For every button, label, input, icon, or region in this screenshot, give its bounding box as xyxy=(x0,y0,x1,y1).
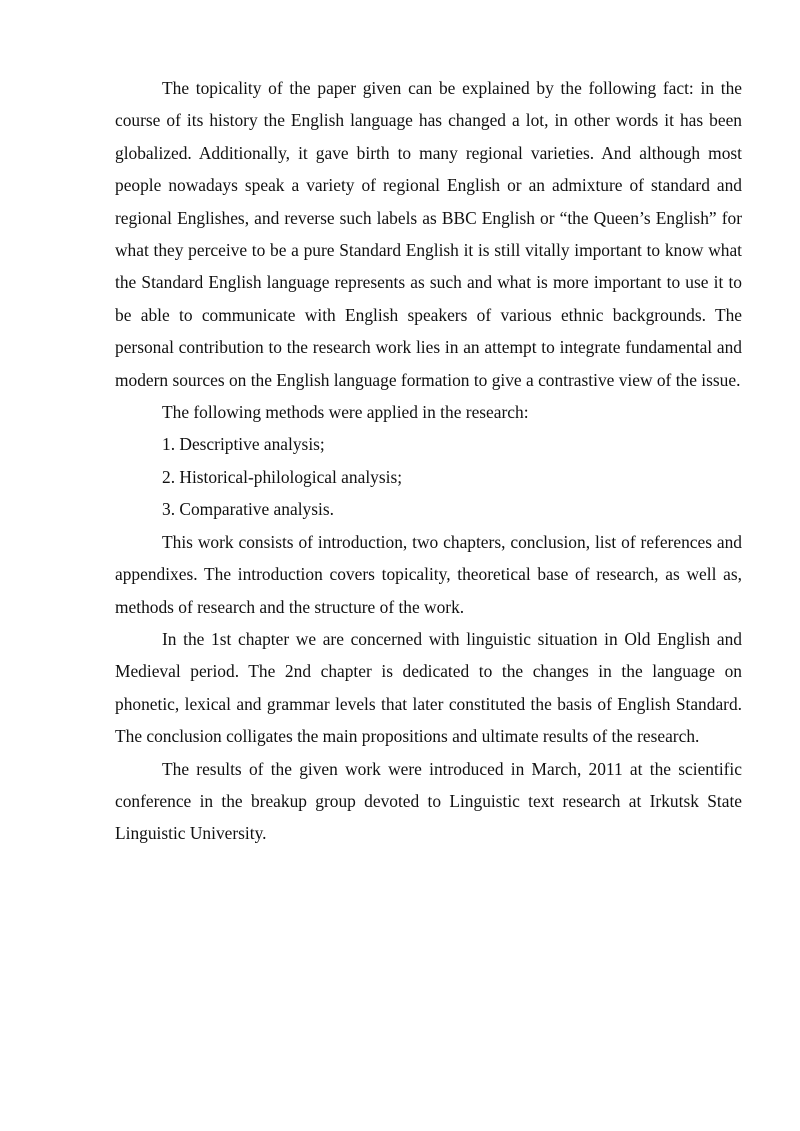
method-item-descriptive: 1. Descriptive analysis; xyxy=(162,434,325,455)
paragraph-structure: This work consists of introduction, two chapters, conclusion, list of references and appendixes. The introduction covers topicality, theoretical base of research, as well as, methods of research and the structure of the work. xyxy=(115,531,742,617)
paragraph-results: The results of the given work were introduced in March, 2011 at the scientific conference in the breakup group devoted to Linguistic text research at Irkutsk State Linguistic University. xyxy=(115,758,742,844)
paragraph-methods-intro: The following methods were applied in the research: xyxy=(162,402,529,423)
paragraph-topicality: The topicality of the paper given can be explained by the following fact: in the course of its history the English language has changed a lot, in other words it has been globalized. Additionally, it gave birth to many regional varieties. And although most people nowadays speak a variety of regional English or an admixture of standard and regional Englishes, and reverse such labels as BBC English or “the Queen’s English” for what they perceive to be a pure Standard English it is still vitally important to know what the Standard English language represents as such and what is more important to use it to be able to communicate with English speakers of various ethnic backgrounds. The personal contribution to the research work lies in an attempt to integrate fundamental and modern sources on the English language formation to give a contrastive view of the issue. xyxy=(115,78,742,390)
paragraph-chapters: In the 1st chapter we are concerned with linguistic situation in Old English and Medieval period. The 2nd chapter is dedicated to the changes in the language on phonetic, lexical and grammar levels that later constituted the basis of English Standard. The conclusion colligates the main propositions and ultimate results of the research. xyxy=(115,628,742,747)
method-item-historical: 2. Historical-philological analysis; xyxy=(162,466,403,487)
method-item-comparative: 3. Comparative analysis. xyxy=(162,499,334,520)
document-page xyxy=(115,72,742,850)
